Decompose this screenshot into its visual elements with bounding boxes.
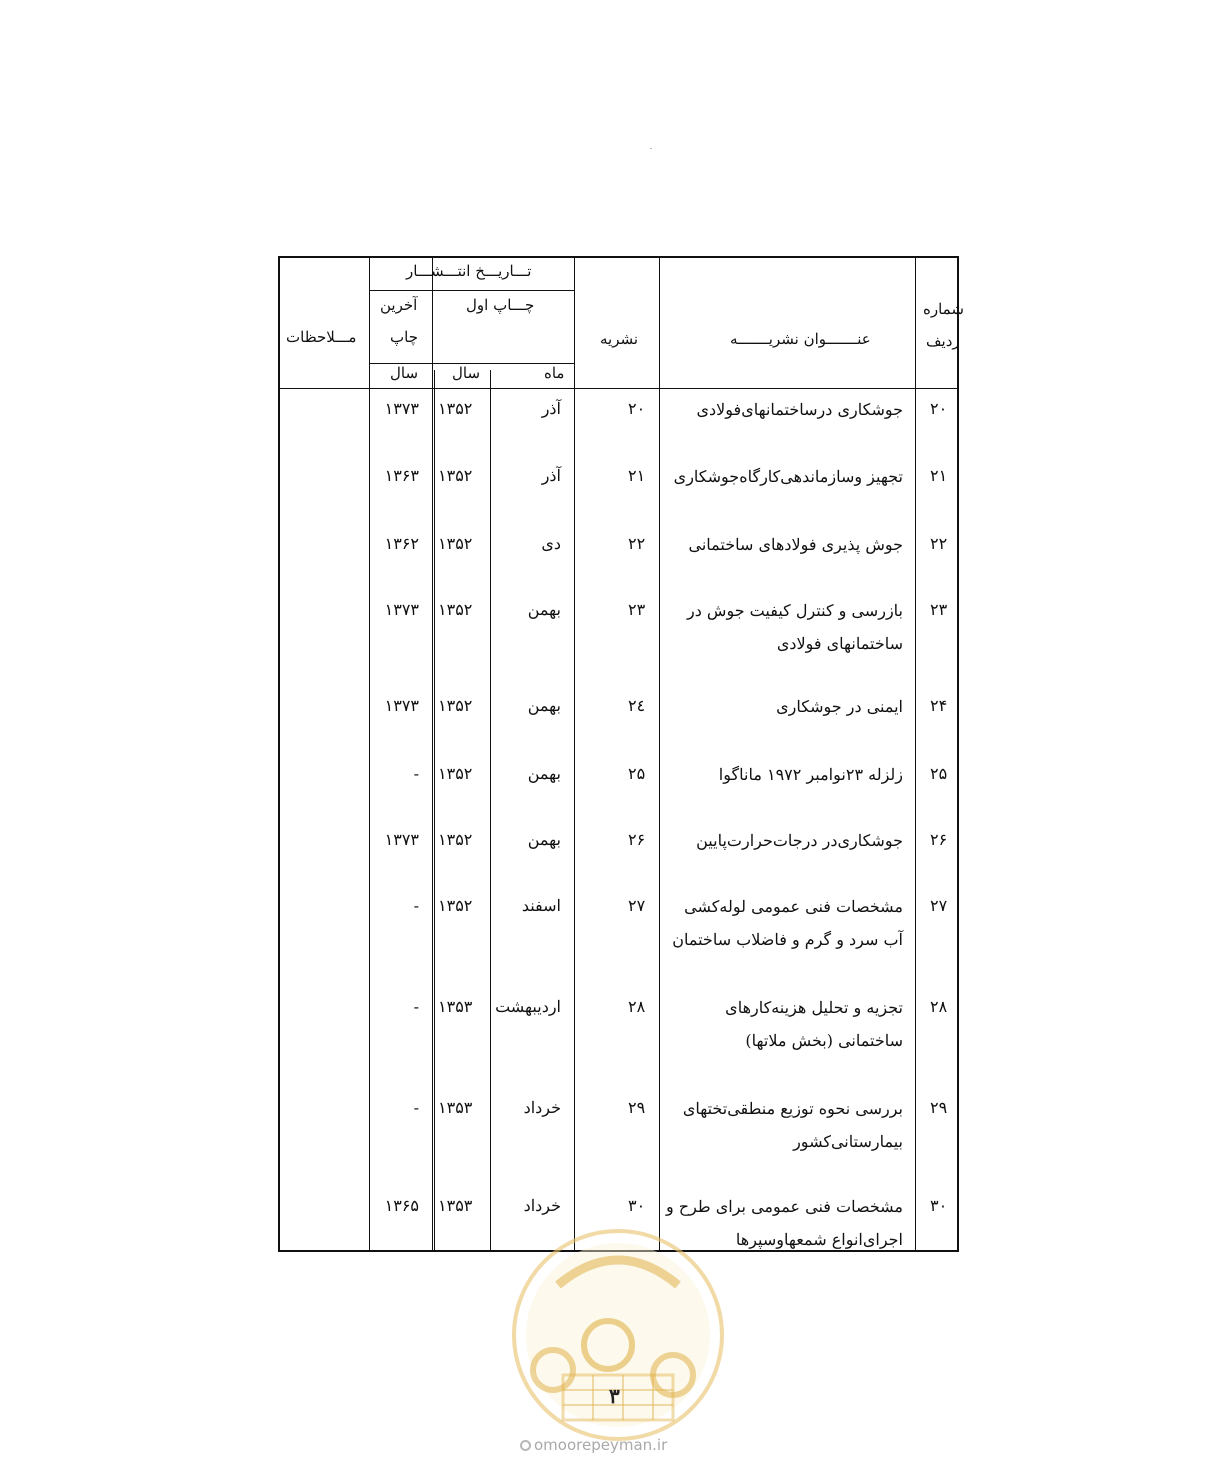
row-last-print: ۱۳۶۳ [384, 466, 419, 485]
header-publication: نشريه [600, 330, 639, 348]
row-publication: ۲۳ [628, 600, 646, 619]
row-year: ۱۳۵۲ [438, 696, 473, 715]
header-first-print: چـــاپ اول [466, 296, 535, 314]
row-year: ۱۳۵۲ [438, 830, 473, 849]
watermark-seal [508, 1225, 728, 1445]
col-divider-year [434, 370, 435, 1250]
row-title: زلزله ۲۳نوامبر ۱۹۷۲ ماناگوا [718, 765, 903, 784]
row-publication: ۲۵ [628, 764, 646, 783]
row-number: ۲۳ [930, 600, 948, 619]
publications-table [278, 256, 964, 1252]
row-year: ۱۳۵۲ [438, 399, 473, 418]
row-year: ۱۳۵۳ [438, 1098, 473, 1117]
row-publication: ۲۱ [628, 466, 646, 485]
header-year-first: سال [452, 364, 481, 382]
row-month: بهمن [527, 600, 561, 619]
row-title: بررسی نحوه توزيع منطقی‌تختهای بيمارستانی‌كشور [682, 1099, 903, 1151]
row-last-print: ۱۳۶۵ [384, 1196, 419, 1215]
header-row-no-1: شماره [923, 300, 964, 318]
row-number: ۲۲ [930, 534, 948, 553]
row-last-print: - [413, 764, 419, 783]
row-last-print: ۱۳۷۳ [384, 600, 419, 619]
row-title: بازرسی و كنترل كيفيت جوش در ساختمانهای فولادی [686, 601, 903, 653]
row-number: ۳۰ [930, 1196, 948, 1215]
row-number: ۲۵ [930, 764, 948, 783]
row-publication: ۳۰ [628, 1196, 646, 1215]
header-title: عنـــــــوان نشريـــــــه [730, 330, 871, 348]
row-number: ۲۴ [930, 696, 948, 715]
row-last-print: - [413, 896, 419, 915]
hline-header-bottom [280, 388, 957, 389]
row-number: ۲۸ [930, 997, 948, 1016]
row-last-print: ۱۳۷۳ [384, 830, 419, 849]
row-title: جوشكاری درساختمانهای‌فولادی [696, 400, 903, 419]
header-publish-date: تـــاريـــخ انتـــشـــار [406, 262, 532, 280]
row-last-print: ۱۳۶۲ [384, 534, 419, 553]
row-publication: ۲۰ [628, 399, 646, 418]
row-month: آذر [541, 466, 561, 485]
row-number: ۲۰ [930, 399, 948, 418]
row-last-print: - [413, 997, 419, 1016]
col-divider-last-print [432, 258, 433, 1250]
row-month: بهمن [527, 830, 561, 849]
row-title: مشخصات فنی عمومی لوله‌كشی آب سرد و گرم و فاضلاب ساختمان [672, 897, 903, 949]
row-year: ۱۳۵۲ [438, 600, 473, 619]
page-number: ۳ [609, 1384, 620, 1408]
row-number: ۲۶ [930, 830, 948, 849]
at-icon [520, 1440, 531, 1451]
website-watermark[interactable] [520, 1436, 667, 1454]
col-divider-month [490, 370, 491, 1250]
row-number: ۲۷ [930, 896, 948, 915]
row-month: دی [541, 534, 561, 553]
row-title: ايمنی در جوشكاری [776, 697, 903, 716]
row-month: بهمن [527, 764, 561, 783]
row-title: تجزيه و تحليل هزينه‌كارهای ساختمانی (بخش ملاتها) [725, 998, 903, 1050]
header-remarks: مـــلاحظات [286, 328, 357, 346]
header-month: ماه [544, 364, 565, 382]
scan-speck [650, 148, 652, 149]
col-divider-date [574, 258, 575, 1250]
row-publication: ۲۹ [628, 1098, 646, 1117]
col-divider-remarks [369, 258, 370, 1250]
row-month: ارديبهشت [495, 997, 561, 1016]
row-publication: ۲۲ [628, 534, 646, 553]
row-last-print: - [413, 1098, 419, 1117]
header-year-last: سال [390, 364, 419, 382]
row-month: آذر [541, 399, 561, 418]
row-title: مشخصات فنی عمومی برای طرح و اجرای‌انواع شمعهاوسپرها [665, 1197, 903, 1249]
row-title: جوش پذيری فولادهای ساختمانی [688, 535, 903, 554]
row-number: ۲۱ [930, 466, 948, 485]
row-year: ۱۳۵۳ [438, 997, 473, 1016]
row-year: ۱۳۵۲ [438, 466, 473, 485]
row-number: ۲۹ [930, 1098, 948, 1117]
row-publication: ۲٤ [628, 696, 646, 715]
row-month: خرداد [523, 1196, 561, 1215]
header-row-no-2: رديف [926, 332, 960, 350]
header-last-print-1: آخرين [380, 296, 418, 314]
col-divider-title [915, 258, 916, 1250]
row-title: جوشكاری‌در درجات‌حرارت‌پايين [696, 831, 903, 850]
row-title: تجهيز وسازماندهی‌كارگاه‌جوشكاری [673, 467, 903, 486]
header-last-print-2: چاپ [390, 328, 418, 346]
row-publication: ۲۶ [628, 830, 646, 849]
row-last-print: ۱۳۷۳ [384, 399, 419, 418]
row-month: خرداد [523, 1098, 561, 1117]
row-year: ۱۳۵۳ [438, 1196, 473, 1215]
row-last-print: ۱۳۷۳ [384, 696, 419, 715]
col-divider-publication [659, 258, 660, 1250]
website-text: omoorepeyman.ir [534, 1436, 668, 1454]
row-year: ۱۳۵۲ [438, 764, 473, 783]
row-year: ۱۳۵۲ [438, 896, 473, 915]
row-month: بهمن [527, 696, 561, 715]
row-publication: ۲۷ [628, 896, 646, 915]
row-month: اسفند [521, 896, 561, 915]
row-year: ۱۳۵۲ [438, 534, 473, 553]
hline-date-title [369, 290, 575, 291]
row-publication: ۲۸ [628, 997, 646, 1016]
